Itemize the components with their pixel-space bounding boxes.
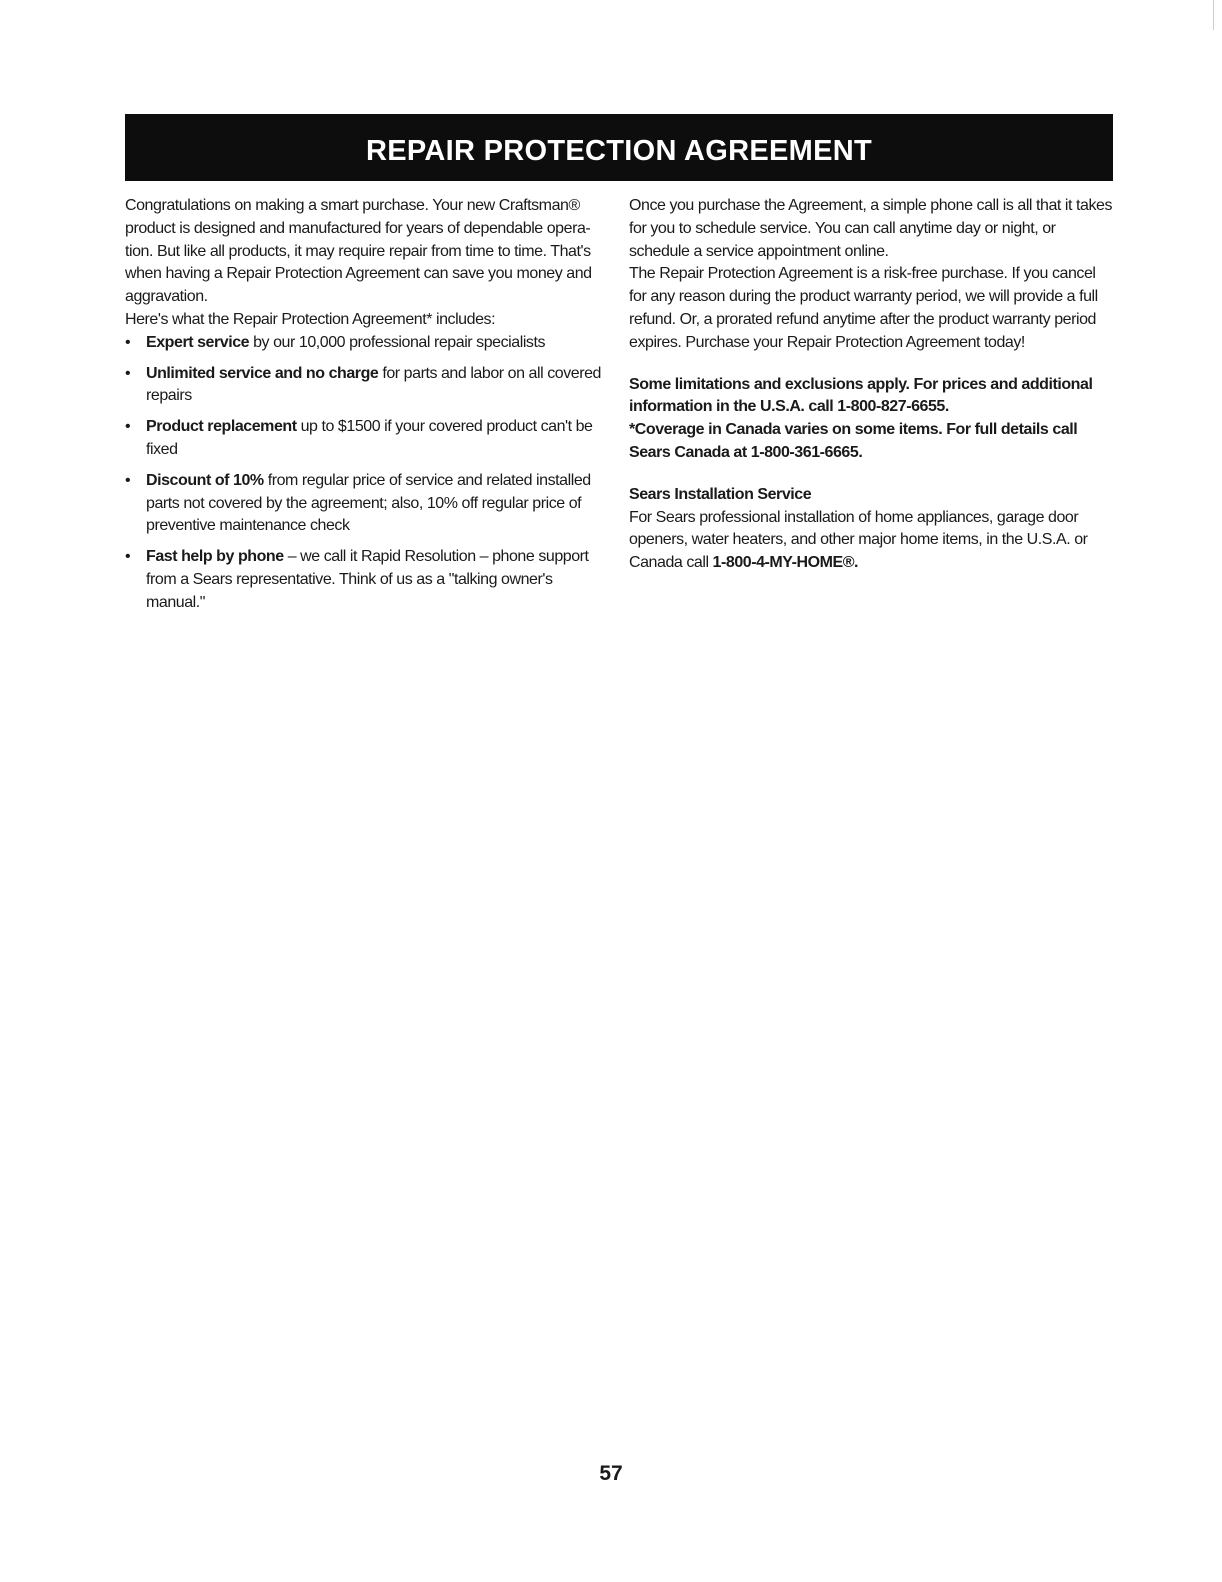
limitations-notice (629, 374, 1113, 420)
bullet-bold-label: Unlimited service and no charge (146, 364, 379, 382)
bullet-text: by our 10,000 professional repair specialists (249, 333, 546, 351)
scan-edge-mark (1213, 0, 1214, 30)
bullet-bold-label: Fast help by phone (146, 548, 284, 566)
page-number: 57 (599, 1462, 623, 1485)
risk-free-paragraph: The Repair Protection Agreement is a risk-free purchase. If you cancel for any reason during the product warranty period, we will provide a full refund. Or, a prorated refund anytime after the product warranty period expires. Purchase your Repair Protection Agreement today! (629, 265, 1098, 351)
right-column (629, 195, 1113, 575)
page-title: REPAIR PROTECTION AGREEMENT (366, 135, 872, 167)
bullet-text: – we call it Rapid Resolution – phone support from a Sears representative. Think of us as a "talking owner's manual." (146, 548, 589, 611)
list-item (125, 470, 607, 538)
bullet-bold-label: Product replacement (146, 418, 297, 436)
limitations-text: Some limitations and exclusions apply. For prices and additional information in the U.S.A. call 1-800-827-6655. (629, 375, 1093, 416)
installation-text: For Sears professional installation of home appliances, garage door openers, water heaters, and other major home items, in the U.S.A. or Canada call (629, 508, 1088, 572)
bullet-text: from regular price of service and related installed parts not covered by the agreement; also, 10% off regular price of preventive maintenance check (146, 471, 591, 535)
installation-phone: 1-800-4-MY-HOME®. (712, 554, 859, 572)
intro-paragraph: Congratulations on making a smart purchase. Your new Craftsman® product is designed and manufactured for years of dependable opera-tion. But like all products, it may require repair from time to time. That's when having a Repair Protection Agreement can save you money and aggravation. (125, 197, 592, 306)
list-item (125, 416, 607, 462)
section-header-bar (125, 114, 1113, 181)
bullet-text: for parts and labor on all covered repairs (146, 364, 601, 405)
installation-heading (629, 484, 1113, 507)
list-item (125, 332, 607, 355)
canada-notice (629, 419, 1113, 465)
bullet-text: up to $1500 if your covered product can't be fixed (146, 418, 593, 458)
list-item (125, 546, 607, 614)
canada-text: *Coverage in Canada varies on some items. For full details call Sears Canada at 1-800-361-6665. (629, 421, 1078, 461)
schedule-paragraph: Once you purchase the Agreement, a simple phone call is all that it takes for you to schedule service. You can call anytime day or night, or schedule a service appointment online. (629, 197, 1112, 260)
benefits-list (125, 332, 607, 615)
includes-lead: Here's what the Repair Protection Agreement* includes: (125, 310, 496, 328)
bullet-bold-label: Expert service (146, 333, 250, 351)
list-item (125, 363, 607, 409)
bullet-bold-label: Discount of 10% (146, 471, 264, 489)
installation-paragraph (629, 507, 1113, 575)
installation-heading-text: Sears Installation Service (629, 485, 812, 503)
left-column (125, 195, 607, 623)
